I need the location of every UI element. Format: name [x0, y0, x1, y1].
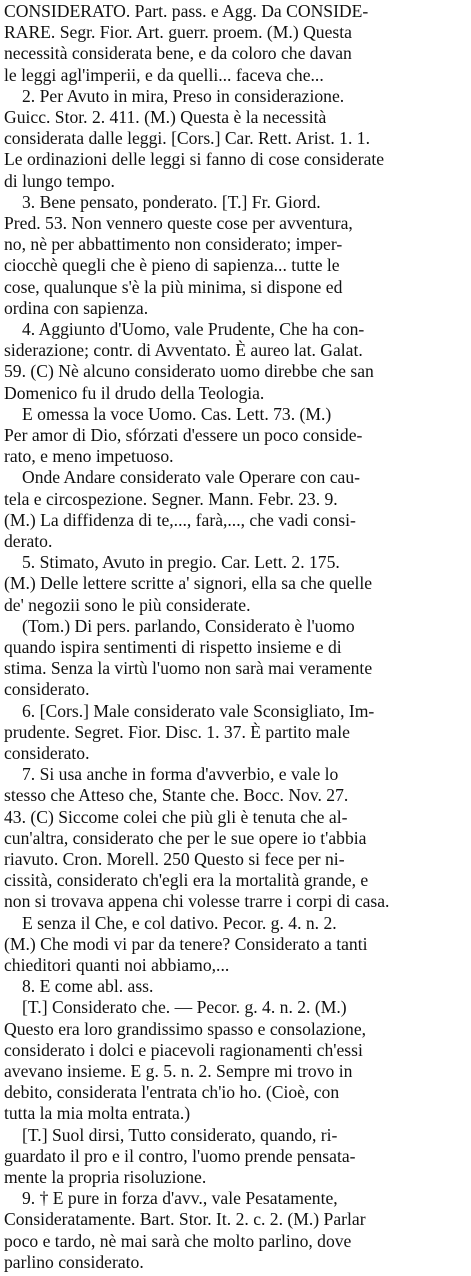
- entry-line-45: (M.) Che modi vi par da tenere? Considerato a tanti: [4, 933, 368, 954]
- entry-line-25: (M.) La diffidenza di te,..., farà,..., che vadi consi-: [4, 509, 356, 530]
- entry-line-51: avevano insieme. E g. 5. n. 2. Sempre mi trovo in: [4, 1061, 353, 1081]
- entry-line-42: cissità, considerato ch'egli era la mortalità grande, e: [4, 870, 369, 891]
- entry-line-7: considerata dalle leggi. [Cors.] Car. Rett. Arist. 1. 1.: [4, 128, 370, 149]
- entry-line-15: ordina con sapienza.: [4, 297, 149, 318]
- entry-line-54: [T.] Suol dirsi, Tutto considerato, quando, ri-: [22, 1124, 338, 1145]
- entry-line-10: 3. Bene pensato, ponderato. [T.] Fr. Giord.: [22, 191, 321, 212]
- entry-line-59: poco e tardo, nè mai sarà che molto parlino, dove: [4, 1230, 352, 1251]
- entry-line-30: (Tom.) Di pers. parlando, Considerato è l'uomo: [22, 615, 355, 636]
- entry-line-20: E omessa la voce Uomo. Cas. Lett. 73. (M.): [22, 403, 332, 424]
- entry-line-39: 43. (C) Siccome colei che più gli è tenuta che al-: [4, 806, 348, 827]
- entry-line-12: no, nè per abbattimento non considerato; imper-: [4, 234, 343, 255]
- entry-line-18: 59. (C) Nè alcuno considerato uomo direbbe che san: [4, 361, 374, 382]
- entry-line-57: 9. † E pure in forza d'avv., vale Pesatamente,: [22, 1188, 338, 1209]
- entry-line-29: de' negozii sono le più considerate.: [4, 594, 251, 615]
- entry-line-24: tela e circospezione. Segner. Mann. Febr. 23. 9.: [4, 488, 338, 509]
- entry-line-48: [T.] Considerato che. — Pecor. g. 4. n. 2. (M.): [22, 997, 347, 1018]
- entry-line-23: Onde Andare considerato vale Operare con cau-: [22, 467, 361, 488]
- entry-line-35: prudente. Segret. Fior. Disc. 1. 37. È partito male: [4, 721, 350, 742]
- entry-line-8: Le ordinazioni delle leggi si fanno di cose considerate: [4, 149, 385, 170]
- entry-line-33: considerato.: [4, 679, 90, 700]
- entry-line-4: le leggi agl'imperii, e da quelli... faceva che...: [4, 64, 324, 85]
- entry-line-41: riavuto. Cron. Morell. 250 Questo si fece per ni-: [4, 849, 345, 869]
- entry-line-50: considerato i dolci e piacevoli ragionamenti ch'essi: [4, 1039, 363, 1060]
- entry-line-3: necessità considerata bene, e da coloro che davan: [4, 43, 352, 64]
- entry-line-6: Guicc. Stor. 2. 411. (M.) Questa è la necessità: [4, 107, 327, 127]
- entry-line-49: Questo era loro grandissimo spasso e consolazione,: [4, 1018, 367, 1039]
- entry-line-13: ciocchè quegli che è pieno di sapienza... tutte le: [4, 255, 340, 276]
- entry-line-56: mente la propria risoluzione.: [4, 1167, 207, 1187]
- entry-line-60: parlino considerato.: [4, 1251, 144, 1272]
- entry-line-11: Pred. 53. Non vennero queste cose per avventura,: [4, 213, 353, 233]
- entry-line-16: 4. Aggiunto d'Uomo, vale Prudente, Che ha con-: [22, 319, 365, 339]
- entry-line-26: derato.: [4, 531, 53, 551]
- entry-line-58: Consideratamente. Bart. Stor. It. 2. c. 2. (M.) Parlar: [4, 1209, 366, 1230]
- entry-line-38: stesso che Atteso che, Stante che. Bocc. Nov. 27.: [4, 785, 349, 806]
- entry-line-37: 7. Si usa anche in forma d'avverbio, e vale lo: [22, 764, 339, 785]
- entry-line-34: 6. [Cors.] Male considerato vale Sconsigliato, Im-: [22, 700, 375, 721]
- entry-line-31: quando ispira sentimenti di rispetto insieme e di: [4, 637, 342, 657]
- entry-line-28: (M.) Delle lettere scritte a' signori, ella sa che quelle: [4, 573, 373, 594]
- entry-line-44: E senza il Che, e col dativo. Pecor. g. 4. n. 2.: [22, 912, 337, 933]
- entry-line-47: 8. E come abl. ass.: [22, 976, 154, 997]
- entry-line-36: considerato.: [4, 743, 90, 763]
- entry-line-40: cun'altra, considerato che per le sue opere io t'abbia: [4, 827, 367, 848]
- entry-line-52: debito, considerata l'entrata ch'io ho. (Cioè, con: [4, 1082, 340, 1103]
- entry-line-1: CONSIDERATO. Part. pass. e Agg. Da CONSIDE-: [4, 1, 369, 21]
- entry-line-17: siderazione; contr. di Avventato. È aureo lat. Galat.: [4, 340, 363, 361]
- entry-line-21: Per amor di Dio, sfórzati d'essere un poco conside-: [4, 425, 363, 445]
- entry-line-14: cose, qualunque s'è la più minima, si dispone ed: [4, 276, 343, 297]
- entry-line-27: 5. Stimato, Avuto in pregio. Car. Lett. 2. 175.: [22, 552, 340, 573]
- entry-line-2: RARE. Segr. Fior. Art. guerr. proem. (M.) Questa: [4, 22, 352, 43]
- entry-line-19: Domenico fu il drudo della Teologia.: [4, 382, 265, 403]
- entry-line-9: di lungo tempo.: [4, 170, 115, 191]
- entry-line-53: tutta la mia molta entrata.): [4, 1103, 191, 1124]
- entry-line-32: stima. Senza la virtù l'uomo non sarà mai veramente: [4, 658, 373, 679]
- entry-line-22: rato, e meno impetuoso.: [4, 446, 174, 467]
- entry-line-5: 2. Per Avuto in mira, Preso in considerazione.: [22, 85, 345, 106]
- entry-line-43: non si trovava appena chi volesse trarre i corpi di casa.: [4, 891, 390, 912]
- entry-line-55: guardato il pro e il contro, l'uomo prende pensata-: [4, 1145, 356, 1166]
- entry-line-46: chieditori quanti noi abbiamo,...: [4, 955, 230, 975]
